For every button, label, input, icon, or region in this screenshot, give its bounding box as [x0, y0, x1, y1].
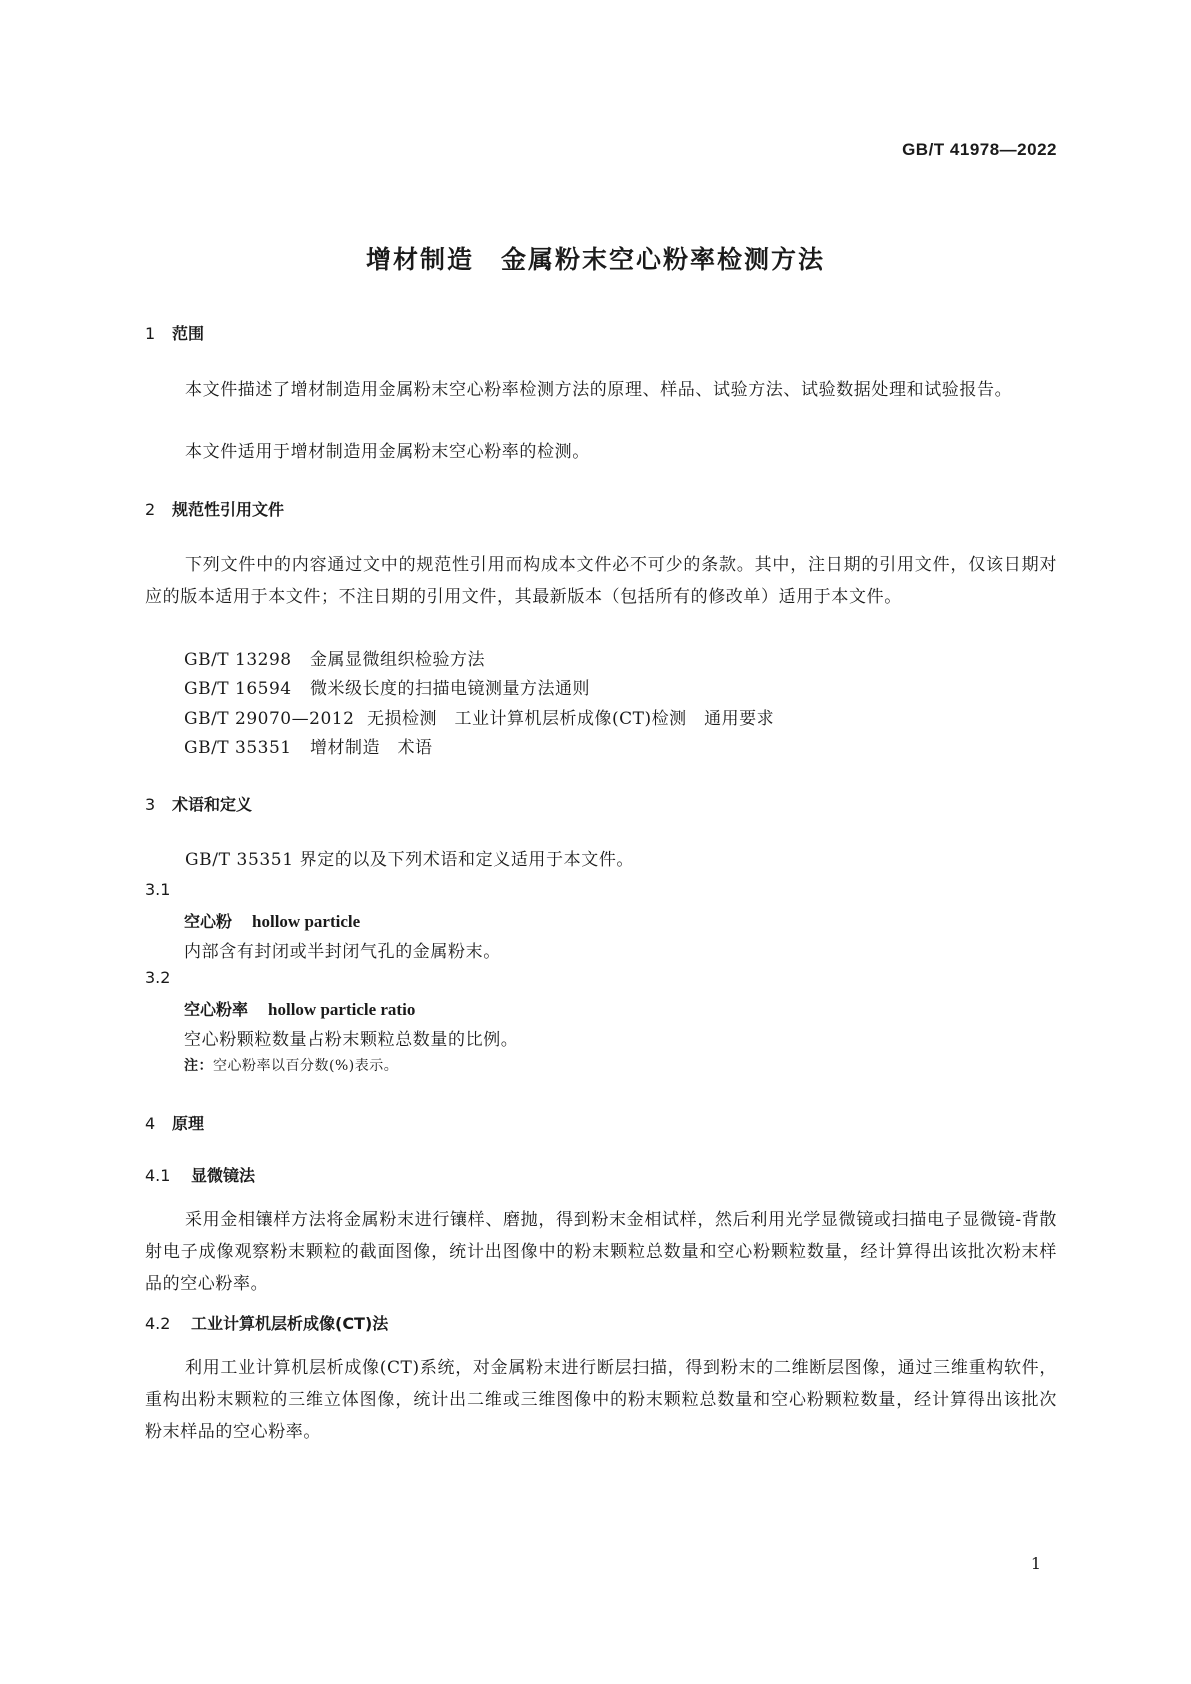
section-4-heading	[145, 1111, 204, 1134]
section-title: 规范性引用文件	[172, 500, 285, 519]
term-number: 3.2	[145, 968, 171, 987]
reference-code: GB/T 35351	[184, 738, 292, 758]
section-2-heading	[145, 497, 284, 520]
reference-item	[184, 674, 590, 699]
subsection-number: 4.2	[145, 1314, 171, 1333]
reference-item	[184, 645, 485, 670]
note-text: 空心粉率以百分数(%)表示。	[213, 1058, 399, 1074]
subsection-number: 4.1	[145, 1166, 171, 1185]
section-1-heading	[145, 321, 204, 344]
reference-name: 增材制造 术语	[310, 738, 433, 758]
term-title	[184, 997, 415, 1020]
section-number: 2	[145, 500, 156, 519]
term-zh: 空心粉	[184, 912, 233, 931]
reference-name: 金属显微组织检验方法	[310, 650, 485, 670]
section-number: 3	[145, 795, 156, 814]
document-title: 增材制造 金属粉末空心粉率检测方法	[365, 245, 825, 274]
subsection-title: 显微镜法	[191, 1166, 256, 1185]
subsection-4-1-paragraph: 采用金相镶样方法将金属粉末进行镶样、磨抛，得到粉末金相试样，然后利用光学显微镜或扫描电子显微镜-背散射电子成像观察粉末颗粒的截面图像，统计出图像中的粉末颗粒总数量和空心粉颗粒数量，经计算得出该批次粉末样品的空心粉率。	[145, 1210, 1057, 1294]
term-zh: 空心粉率	[184, 1000, 249, 1019]
subsection-4-2-heading	[145, 1311, 388, 1334]
section-1-paragraph-2: 本文件适用于增材制造用金属粉末空心粉率的检测。	[185, 442, 590, 462]
section-title: 范围	[172, 324, 205, 343]
term-en: hollow particle ratio	[268, 1000, 416, 1019]
term-definition: 空心粉颗粒数量占粉末颗粒总数量的比例。	[184, 1030, 519, 1050]
section-2-paragraph-1: 下列文件中的内容通过文中的规范性引用而构成本文件必不可少的条款。其中，注日期的引用文件，仅该日期对应的版本适用于本文件；不注日期的引用文件，其最新版本（包括所有的修改单）适用于本文件。	[145, 555, 1057, 607]
subsection-4-1-heading	[145, 1163, 255, 1186]
term-note	[184, 1055, 398, 1075]
section-1-paragraph-1: 本文件描述了增材制造用金属粉末空心粉率检测方法的原理、样品、试验方法、试验数据处理和试验报告。	[185, 380, 1013, 400]
term-title	[184, 909, 360, 932]
reference-name: 微米级长度的扫描电镜测量方法通则	[310, 679, 590, 699]
section-3-paragraph-1: GB/T 35351 界定的以及下列术语和定义适用于本文件。	[185, 850, 635, 870]
term-definition: 内部含有封闭或半封闭气孔的金属粉末。	[184, 942, 501, 962]
page-number: 1	[1030, 1554, 1041, 1573]
reference-code: GB/T 29070—2012	[184, 709, 355, 729]
reference-code: GB/T 13298	[184, 650, 292, 670]
term-en: hollow particle	[252, 912, 361, 931]
reference-item	[184, 704, 774, 729]
subsection-4-2-paragraph: 利用工业计算机层析成像(CT)系统，对金属粉末进行断层扫描，得到粉末的二维断层图像，通过三维重构软件，重构出粉末颗粒的三维立体图像，统计出二维或三维图像中的粉末颗粒总数量和空心粉颗粒数量，经计算得出该批次粉末样品的空心粉率。	[145, 1358, 1057, 1442]
subsection-title: 工业计算机层析成像(CT)法	[191, 1314, 389, 1333]
section-title: 原理	[172, 1114, 205, 1133]
section-3-heading	[145, 792, 252, 815]
standard-code: GB/T 41978—2022	[902, 140, 1057, 159]
section-title: 术语和定义	[172, 795, 253, 814]
section-number: 4	[145, 1114, 156, 1133]
reference-item	[184, 733, 433, 758]
reference-code: GB/T 16594	[184, 679, 292, 699]
reference-name: 无损检测 工业计算机层析成像(CT)检测 通用要求	[367, 709, 775, 729]
term-number: 3.1	[145, 880, 171, 899]
section-number: 1	[145, 324, 156, 343]
note-label: 注：	[184, 1058, 213, 1074]
